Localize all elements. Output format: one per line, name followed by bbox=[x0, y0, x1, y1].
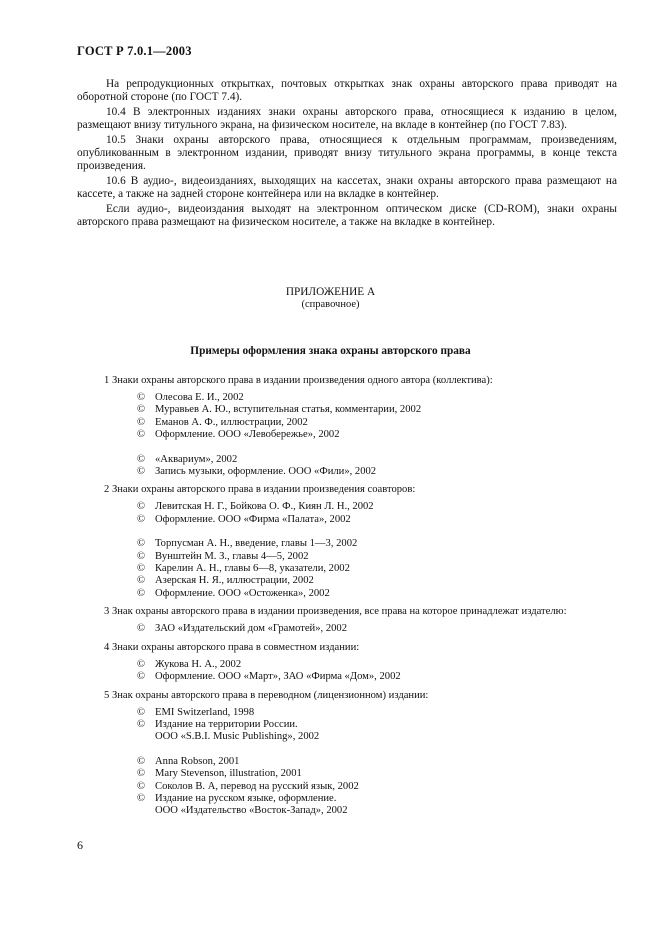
example-group bbox=[137, 707, 634, 744]
copyright-text: Издание на территории России. bbox=[155, 718, 298, 730]
example-group bbox=[137, 538, 634, 600]
copyright-line bbox=[137, 466, 634, 478]
copyright-line bbox=[137, 731, 634, 743]
copyright-text: Издание на русском языке, оформление. bbox=[155, 792, 337, 804]
copyright-line bbox=[137, 392, 634, 404]
copyright-text: Муравьев А. Ю., вступительная статья, комментарии, 2002 bbox=[155, 404, 422, 416]
copyright-symbol: © bbox=[137, 780, 146, 792]
copyright-symbol: © bbox=[137, 768, 146, 780]
copyright-text: ЗАО «Издательский дом «Грамотей», 2002 bbox=[155, 623, 348, 635]
paragraph: Если аудио-, видеоиздания выходят на электронном оптическом диске (CD-ROM), знаки охраны авторского права размещают на физическом носителе, а также на вкладке в контейнер. bbox=[77, 202, 617, 229]
copyright-symbol: © bbox=[137, 658, 146, 670]
body-text bbox=[77, 78, 617, 230]
copyright-text: Еманов А. Ф., иллюстрации, 2002 bbox=[155, 416, 308, 428]
copyright-symbol: © bbox=[137, 718, 146, 730]
copyright-text: Оформление. ООО «Фирма «Палата», 2002 bbox=[155, 513, 351, 525]
copyright-symbol: © bbox=[137, 575, 146, 587]
example-group bbox=[137, 659, 634, 684]
copyright-line bbox=[137, 588, 634, 600]
copyright-symbol: © bbox=[137, 550, 146, 562]
copyright-text: Левитская Н. Г., Бойкова О. Ф., Киян Л. Н., 2002 bbox=[155, 501, 374, 513]
copyright-text: Азерская Н. Я., иллюстрации, 2002 bbox=[155, 575, 314, 587]
copyright-line bbox=[137, 756, 634, 768]
copyright-symbol: © bbox=[137, 453, 146, 465]
example-group bbox=[137, 392, 634, 442]
copyright-text: Жукова Н. А., 2002 bbox=[155, 658, 242, 670]
copyright-line bbox=[137, 551, 634, 563]
paragraph: 10.5 Знаки охраны авторского права, относящиеся к отдельным программам, произведениям, опубликованным в электронном издании, приводят внизу титульного экрана программы, в конце текста произведения. bbox=[77, 133, 617, 173]
paragraph: 10.6 В аудио-, видеоизданиях, выходящих на кассетах, знаки охраны авторского права размещают на кассете, а также на задней стороне контейнера или на вкладке в контейнер. bbox=[77, 174, 617, 201]
copyright-symbol: © bbox=[137, 671, 146, 683]
copyright-symbol: © bbox=[137, 429, 146, 441]
copyright-text: Оформление. ООО «Остоженка», 2002 bbox=[155, 587, 330, 599]
section-title: 3 Знак охраны авторского права в издании произведения, все права на которое принадлежат издателю: bbox=[104, 606, 567, 618]
copyright-line bbox=[137, 805, 634, 817]
example-group bbox=[137, 623, 634, 635]
copyright-symbol: © bbox=[137, 623, 146, 635]
copyright-symbol: © bbox=[137, 513, 146, 525]
copyright-text: Вунштейн М. З., главы 4—5, 2002 bbox=[155, 550, 309, 562]
section-title: 5 Знак охраны авторского права в переводном (лицензионном) издании: bbox=[104, 689, 429, 701]
copyright-symbol: © bbox=[137, 755, 146, 767]
copyright-text: Олесова Е. И., 2002 bbox=[155, 392, 244, 403]
appendix-heading bbox=[0, 286, 661, 311]
copyright-text: ООО «S.B.I. Music Publishing», 2002 bbox=[155, 731, 320, 743]
copyright-line bbox=[137, 538, 634, 550]
copyright-symbol: © bbox=[137, 392, 146, 403]
copyright-line bbox=[137, 429, 634, 441]
paragraph: На репродукционных открытках, почтовых открытках знак охраны авторского права приводят на оборотной стороне (по ГОСТ 7.4). bbox=[77, 78, 617, 104]
examples-title: Примеры оформления знака охраны авторского права bbox=[190, 345, 471, 357]
section-title: 2 Знаки охраны авторского права в издании произведения соавторов: bbox=[104, 484, 416, 496]
copyright-text: Торпусман А. Н., введение, главы 1—3, 2002 bbox=[155, 538, 358, 550]
copyright-line bbox=[137, 563, 634, 575]
copyright-line bbox=[137, 501, 634, 513]
example-group bbox=[137, 501, 634, 526]
appendix-title: ПРИЛОЖЕНИЕ А bbox=[285, 286, 376, 298]
copyright-symbol: © bbox=[137, 563, 146, 575]
copyright-symbol: © bbox=[137, 416, 146, 428]
copyright-line bbox=[137, 575, 634, 587]
page-number: 6 bbox=[77, 838, 83, 852]
copyright-symbol: © bbox=[137, 538, 146, 550]
copyright-symbol: © bbox=[137, 792, 146, 804]
copyright-line bbox=[137, 707, 634, 719]
copyright-text: Mary Stevenson, illustration, 2001 bbox=[155, 768, 302, 780]
copyright-line bbox=[137, 659, 634, 671]
copyright-text: Соколов В. А, перевод на русский язык, 2002 bbox=[155, 780, 359, 792]
section-title: 4 Знаки охраны авторского права в совместном издании: bbox=[104, 641, 360, 653]
copyright-text: EMI Switzerland, 1998 bbox=[155, 706, 255, 718]
copyright-line bbox=[137, 781, 634, 793]
paragraph: 10.4 В электронных изданиях знаки охраны авторского права, относящиеся к изданию в целом, размещают внизу титульного экрана, на физическом носителе, на вкладе в контейнер (по ГОСТ 7.83). bbox=[77, 105, 617, 132]
copyright-symbol: © bbox=[137, 404, 146, 416]
copyright-text: Оформление. ООО «Левобережье», 2002 bbox=[155, 429, 340, 441]
example-group bbox=[137, 454, 634, 479]
copyright-line bbox=[137, 404, 634, 416]
copyright-line bbox=[137, 417, 634, 429]
copyright-text: Запись музыки, оформление. ООО «Фили», 2002 bbox=[155, 466, 377, 478]
copyright-symbol: © bbox=[137, 466, 146, 478]
copyright-line bbox=[137, 719, 634, 731]
copyright-text: Anna Robson, 2001 bbox=[155, 755, 240, 767]
copyright-line bbox=[137, 768, 634, 780]
copyright-text: «Аквариум», 2002 bbox=[155, 453, 238, 465]
copyright-text: Оформление. ООО «Март», ЗАО «Фирма «Дом», 2002 bbox=[155, 671, 401, 683]
appendix-subtitle: (справочное) bbox=[301, 298, 360, 310]
copyright-line bbox=[137, 793, 634, 805]
examples-list bbox=[104, 374, 634, 818]
standard-header: ГОСТ Р 7.0.1—2003 bbox=[77, 44, 192, 58]
copyright-line bbox=[137, 671, 634, 683]
copyright-line bbox=[137, 623, 634, 635]
copyright-symbol: © bbox=[137, 501, 146, 513]
copyright-symbol: © bbox=[137, 706, 146, 718]
copyright-text: ООО «Издательство «Восток-Запад», 2002 bbox=[155, 805, 348, 817]
copyright-line bbox=[137, 514, 634, 526]
copyright-line bbox=[137, 454, 634, 466]
copyright-text: Карелин А. Н., главы 6—8, указатели, 2002 bbox=[155, 563, 350, 575]
example-group bbox=[137, 756, 634, 818]
copyright-symbol: © bbox=[137, 587, 146, 599]
section-title: 1 Знаки охраны авторского права в издании произведения одного автора (коллектива): bbox=[104, 375, 493, 386]
